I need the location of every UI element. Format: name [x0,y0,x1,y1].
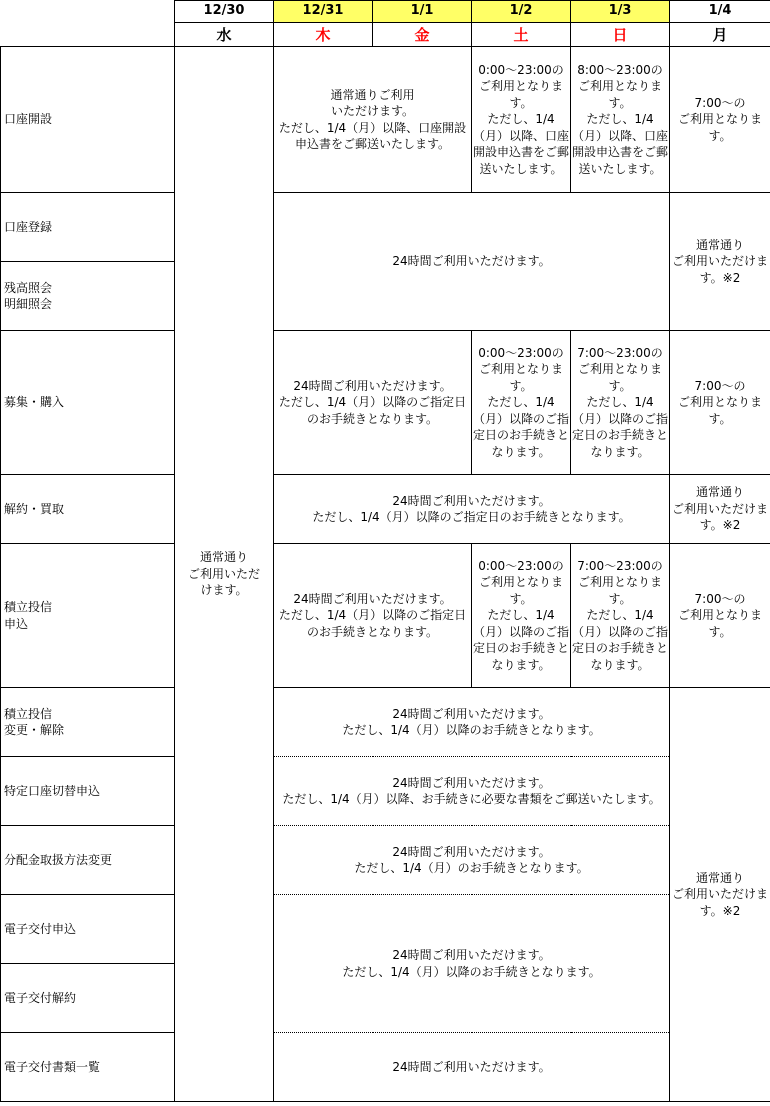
date-header: 1/3 [571,1,670,23]
date-header: 12/30 [175,1,274,23]
row-header-savings-apply: 積立投信 申込 [1,544,175,688]
cell-dividend-all: 24時間ご利用いただけます。 ただし、1/4（月）のお手続きとなります。 [274,826,670,895]
corner-blank [1,1,175,23]
date-header: 12/31 [274,1,373,23]
cell-sub-mon: 7:00～の ご利用となります。 [670,331,770,475]
cell-open-mon: 7:00～の ご利用となります。 [670,47,770,193]
weekday-header: 日 [571,23,670,47]
row-header-edelivery-list: 電子交付書類一覧 [1,1033,175,1102]
cell-list-all: 24時間ご利用いただけます。 [274,1033,670,1102]
cell-sub-sat: 0:00～23:00のご利用となります。 ただし、1/4（月）以降のご指定日のお手続きとなります。 [472,331,571,475]
weekday-header: 木 [274,23,373,47]
row-header-tokutei: 特定口座切替申込 [1,757,175,826]
cell-cancel-mon: 通常通り ご利用いただけます。※2 [670,475,770,544]
row-header-balance-inquiry: 残高照会 明細照会 [1,262,175,331]
cell-register-mon: 通常通り ご利用いただけます。※2 [670,193,770,331]
cell-register-balance: 24時間ご利用いただけます。 [274,193,670,331]
cell-wed-all: 通常通り ご利用いただ けます。 [175,47,274,1102]
cell-sub-sun: 7:00～23:00のご利用となります。 ただし、1/4（月）以降のご指定日のお手続きとなります。 [571,331,670,475]
cell-open-sun: 8:00～23:00のご利用となります。 ただし、1/4（月）以降、口座開設申込書をご郵送いたします。 [571,47,670,193]
date-header: 1/1 [373,1,472,23]
row-header-account-register: 口座登録 [1,193,175,262]
weekday-header: 金 [373,23,472,47]
row-header-account-open: 口座開設 [1,47,175,193]
corner-blank [1,23,175,47]
cell-open-thu-fri: 通常通りご利用 いただけます。 ただし、1/4（月）以降、口座開設申込書をご郵送いたします。 [274,47,472,193]
cell-sav-thu-fri: 24時間ご利用いただけます。 ただし、1/4（月）以降のご指定日のお手続きとなります。 [274,544,472,688]
row-header-dividend: 分配金取扱方法変更 [1,826,175,895]
row-header-subscription: 募集・購入 [1,331,175,475]
date-header: 1/4 [670,1,770,23]
cell-savchange-all: 24時間ご利用いただけます。 ただし、1/4（月）以降のお手続きとなります。 [274,688,670,757]
weekday-header: 土 [472,23,571,47]
row-header-savings-change: 積立投信 変更・解除 [1,688,175,757]
row-header-edelivery-cancel: 電子交付解約 [1,964,175,1033]
date-header: 1/2 [472,1,571,23]
row-header-edelivery-apply: 電子交付申込 [1,895,175,964]
cell-tokutei-all: 24時間ご利用いただけます。 ただし、1/4（月）以降、お手続きに必要な書類をご郵送いたします。 [274,757,670,826]
cell-sav-sat: 0:00～23:00のご利用となります。 ただし、1/4（月）以降のご指定日のお手続きとなります。 [472,544,571,688]
cell-sav-mon: 7:00～の ご利用となります。 [670,544,770,688]
weekday-header: 水 [175,23,274,47]
cell-sav-sun: 7:00～23:00のご利用となります。 ただし、1/4（月）以降のご指定日のお手続きとなります。 [571,544,670,688]
weekday-header: 月 [670,23,770,47]
cell-lower-mon: 通常通り ご利用いただけます。※2 [670,688,770,1102]
cell-sub-thu-fri: 24時間ご利用いただけます。 ただし、1/4（月）以降のご指定日のお手続きとなります。 [274,331,472,475]
cell-open-sat: 0:00～23:00のご利用となります。 ただし、1/4（月）以降、口座開設申込書をご郵送いたします。 [472,47,571,193]
row-header-cancel: 解約・買取 [1,475,175,544]
cell-cancel-all: 24時間ご利用いただけます。 ただし、1/4（月）以降のご指定日のお手続きとなります。 [274,475,670,544]
cell-edelivery-all: 24時間ご利用いただけます。 ただし、1/4（月）以降のお手続きとなります。 [274,895,670,1033]
